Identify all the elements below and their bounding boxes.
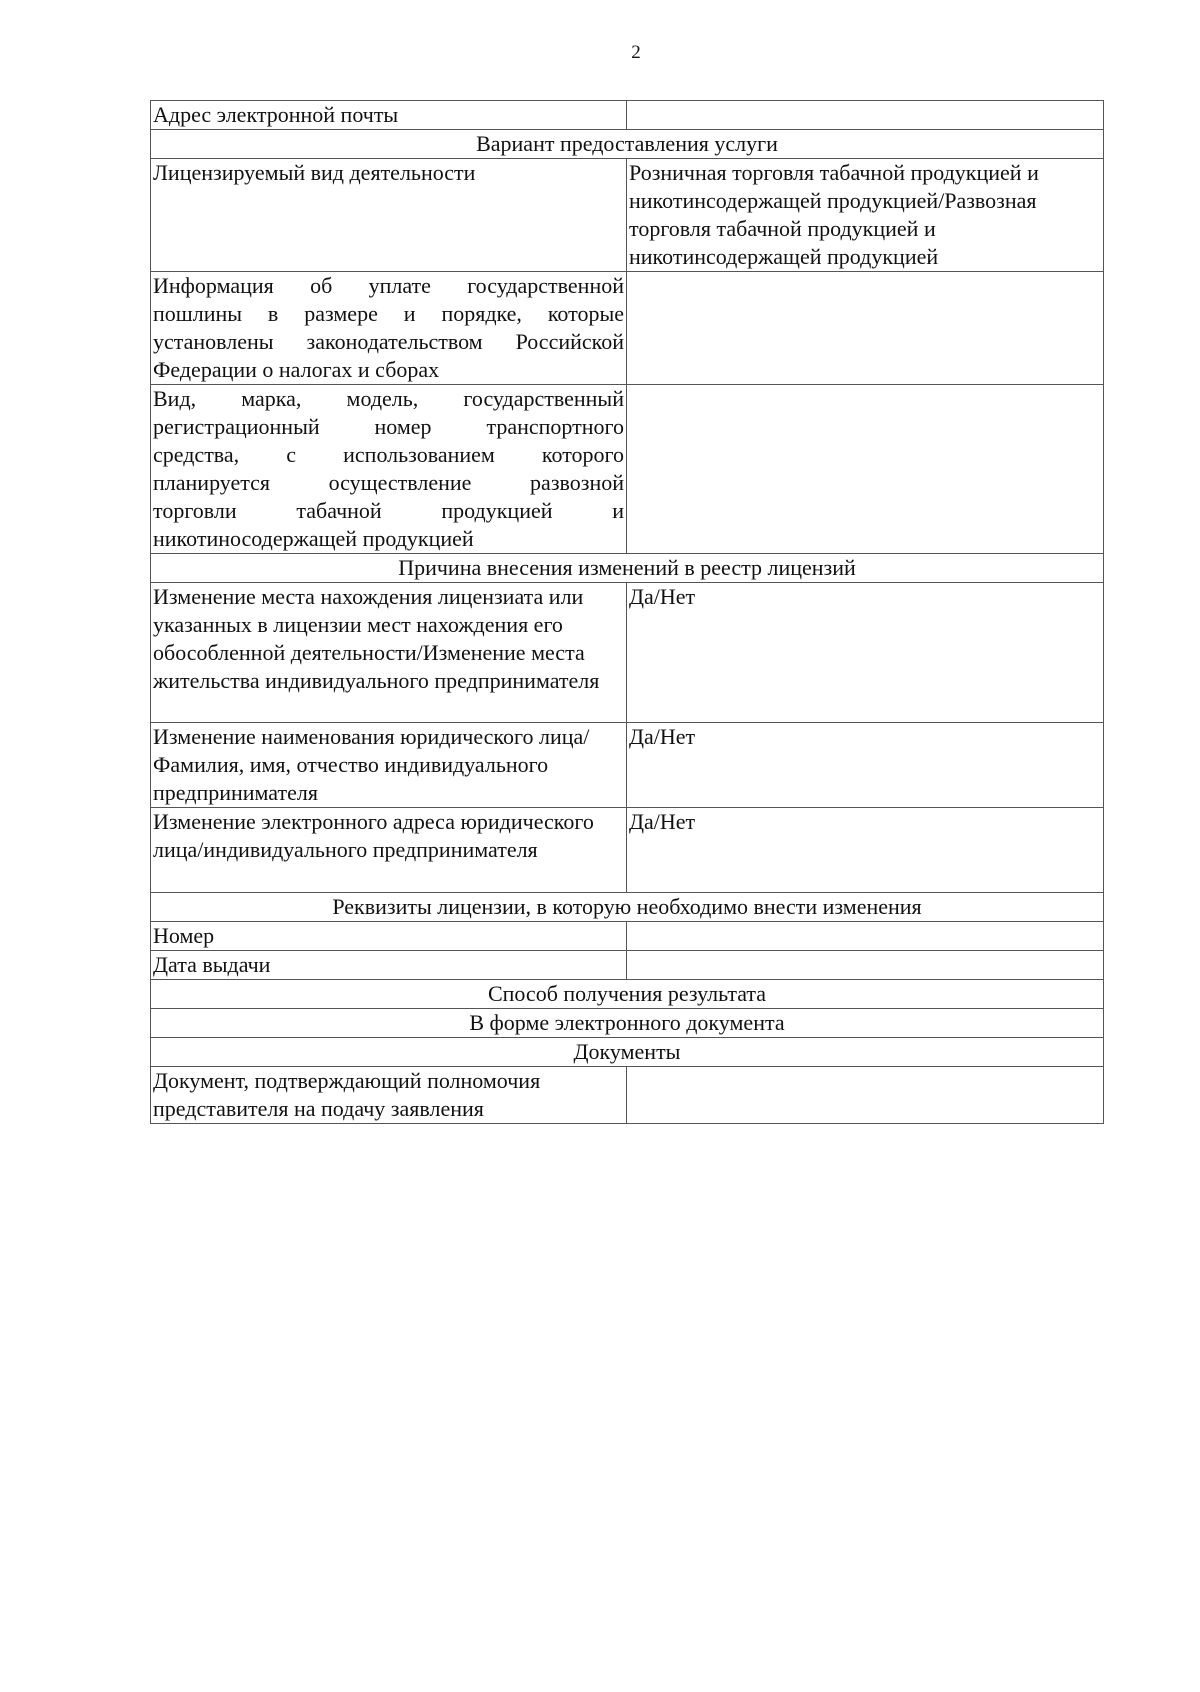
- email-value: [627, 101, 1104, 130]
- vehicle-line: никотиносодержащей продукцией: [153, 526, 474, 551]
- authority-doc-value: [627, 1067, 1104, 1124]
- row-result-method-value: [151, 1009, 1104, 1038]
- change-name-label: Изменение наименования юридического лица/Фамилия, имя, отчество индивидуального предпринимателя: [151, 723, 627, 808]
- change-email-value: Да/Нет: [627, 808, 1104, 893]
- change-email-label: Изменение электронного адреса юридического лица/индивидуального предпринимателя: [151, 808, 627, 893]
- section-change-reason-title: Причина внесения изменений в реестр лицензий: [151, 554, 1104, 583]
- section-service-variant: [151, 130, 1104, 159]
- page-number: 2: [631, 42, 641, 63]
- authority-doc-label: Документ, подтверждающий полномочия представителя на подачу заявления: [151, 1067, 627, 1124]
- row-state-fee: [151, 272, 1104, 385]
- row-licensed-activity: [151, 159, 1104, 272]
- row-change-name: [151, 723, 1104, 808]
- section-change-reason: [151, 554, 1104, 583]
- row-license-number: [151, 922, 1104, 951]
- issue-date-value: [627, 951, 1104, 980]
- licensed-activity-value: Розничная торговля табачной продукцией и никотинсодержащей продукцией/Развозная торговля табачной продукцией и никотинсодержащей продукцией: [627, 159, 1104, 272]
- issue-date-label: Дата выдачи: [151, 951, 627, 980]
- state-fee-value: [627, 272, 1104, 385]
- state-fee-line: установлены законодательством Российской: [153, 329, 624, 354]
- vehicle-line: Вид, марка, модель, государственный: [153, 386, 624, 411]
- row-vehicle: [151, 385, 1104, 554]
- change-location-value: Да/Нет: [627, 583, 1104, 723]
- licensed-activity-label: Лицензируемый вид деятельности: [151, 159, 627, 272]
- state-fee-line: Информация об уплате государственной: [153, 273, 624, 298]
- email-label: Адрес электронной почты: [151, 101, 627, 130]
- vehicle-line: средства, с использованием которого: [153, 442, 624, 467]
- section-documents: [151, 1038, 1104, 1067]
- change-location-label: Изменение места нахождения лицензиата или указанных в лицензии мест нахождения его обособленной деятельности/Изменение места жительства индивидуального предпринимателя: [151, 583, 627, 723]
- vehicle-label: [151, 385, 627, 554]
- section-service-variant-title: Вариант предоставления услуги: [151, 130, 1104, 159]
- section-license-details-title: Реквизиты лицензии, в которую необходимо внести изменения: [151, 893, 1104, 922]
- section-result-method-title: Способ получения результата: [151, 980, 1104, 1009]
- row-issue-date: [151, 951, 1104, 980]
- license-number-value: [627, 922, 1104, 951]
- vehicle-value: [627, 385, 1104, 554]
- section-result-method: [151, 980, 1104, 1009]
- vehicle-line: регистрационный номер транспортного: [153, 414, 624, 439]
- section-license-details: [151, 893, 1104, 922]
- row-change-email: [151, 808, 1104, 893]
- row-change-location: [151, 583, 1104, 723]
- vehicle-line: торговли табачной продукцией и: [153, 498, 624, 523]
- row-email: [151, 101, 1104, 130]
- application-form-table: [150, 100, 1104, 1124]
- license-number-label: Номер: [151, 922, 627, 951]
- state-fee-line: Федерации о налогах и сборах: [153, 357, 440, 382]
- change-name-value: Да/Нет: [627, 723, 1104, 808]
- section-documents-title: Документы: [151, 1038, 1104, 1067]
- result-method-value: В форме электронного документа: [151, 1009, 1104, 1038]
- row-authority-doc: [151, 1067, 1104, 1124]
- state-fee-line: пошлины в размере и порядке, которые: [153, 301, 624, 326]
- vehicle-line: планируется осуществление развозной: [153, 470, 624, 495]
- state-fee-label: [151, 272, 627, 385]
